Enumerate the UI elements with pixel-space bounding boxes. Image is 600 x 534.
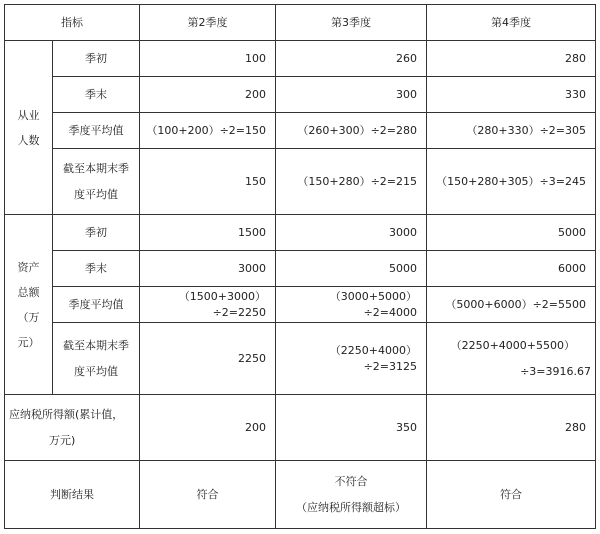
cell: 符合 <box>140 461 276 529</box>
cell: （280+330）÷2=305 <box>427 113 596 149</box>
label-line: 万元) <box>49 433 76 447</box>
label-line: 应纳税所得额(累计值， <box>9 407 124 421</box>
cell: 200 <box>140 77 276 113</box>
label-line: 截至本期末季 <box>63 338 129 352</box>
cell: 1500 <box>140 215 276 251</box>
row-label-avg: 季度平均值 <box>53 113 140 149</box>
cell: 3000 <box>276 215 427 251</box>
cell: 150 <box>140 149 276 215</box>
row-label-begin: 季初 <box>53 41 140 77</box>
group-label-line: 从业 <box>17 108 40 122</box>
table-header-row <box>5 5 596 41</box>
row-label-end: 季末 <box>53 77 140 113</box>
cell-line: 不符合 <box>334 474 368 488</box>
cell: 280 <box>427 395 596 461</box>
header-q2: 第2季度 <box>140 5 276 41</box>
cell: 260 <box>276 41 427 77</box>
cell: （100+200）÷2=150 <box>140 113 276 149</box>
label-line: 度平均值 <box>74 187 118 201</box>
table-row <box>5 395 596 461</box>
table-row <box>5 287 596 323</box>
row-label-judgment: 判断结果 <box>5 461 140 529</box>
cell: 300 <box>276 77 427 113</box>
table-row <box>5 215 596 251</box>
cell: （5000+6000）÷2=5500 <box>427 287 596 323</box>
cell: 330 <box>427 77 596 113</box>
cell: 5000 <box>427 215 596 251</box>
small-enterprise-criteria-table <box>4 4 596 529</box>
cell: 符合 <box>427 461 596 529</box>
label-line: 度平均值 <box>74 364 118 378</box>
cell: 2250 <box>140 323 276 395</box>
cell <box>427 323 596 395</box>
header-q4: 第4季度 <box>427 5 596 41</box>
assets-group-label <box>5 215 53 395</box>
table-row <box>5 41 596 77</box>
row-label-taxable <box>5 395 140 461</box>
group-label-line: （万 <box>17 310 40 324</box>
cell: 3000 <box>140 251 276 287</box>
cell: 100 <box>140 41 276 77</box>
label-line: 截至本期末季 <box>63 161 129 175</box>
cell-line: （2250+4000+5500） <box>450 338 575 352</box>
cell: （150+280+305）÷3=245 <box>427 149 596 215</box>
row-label-end: 季末 <box>53 251 140 287</box>
cell: （2250+4000）÷2=3125 <box>276 323 427 395</box>
employees-group-label <box>5 41 53 215</box>
group-label-line: 人数 <box>17 133 40 147</box>
table-row <box>5 461 596 529</box>
cell: （1500+3000）÷2=2250 <box>140 287 276 323</box>
table-row <box>5 323 596 395</box>
group-label-line: 元） <box>17 335 40 349</box>
table-row <box>5 113 596 149</box>
group-label-line: 总额 <box>17 285 40 299</box>
row-label-ytd <box>53 323 140 395</box>
row-label-begin: 季初 <box>53 215 140 251</box>
cell: 280 <box>427 41 596 77</box>
cell: 350 <box>276 395 427 461</box>
cell: （150+280）÷2=215 <box>276 149 427 215</box>
table-row <box>5 251 596 287</box>
cell: 5000 <box>276 251 427 287</box>
header-q3: 第3季度 <box>276 5 427 41</box>
cell: （260+300）÷2=280 <box>276 113 427 149</box>
table-row <box>5 77 596 113</box>
cell-line: ÷3=3916.67 <box>520 364 591 378</box>
cell: 6000 <box>427 251 596 287</box>
cell: 200 <box>140 395 276 461</box>
cell-line: （应纳税所得额超标） <box>296 500 406 514</box>
cell <box>276 461 427 529</box>
group-label-line: 资产 <box>17 260 40 274</box>
row-label-avg: 季度平均值 <box>53 287 140 323</box>
header-indicator: 指标 <box>5 5 140 41</box>
row-label-ytd <box>53 149 140 215</box>
table-row <box>5 149 596 215</box>
cell: （3000+5000）÷2=4000 <box>276 287 427 323</box>
